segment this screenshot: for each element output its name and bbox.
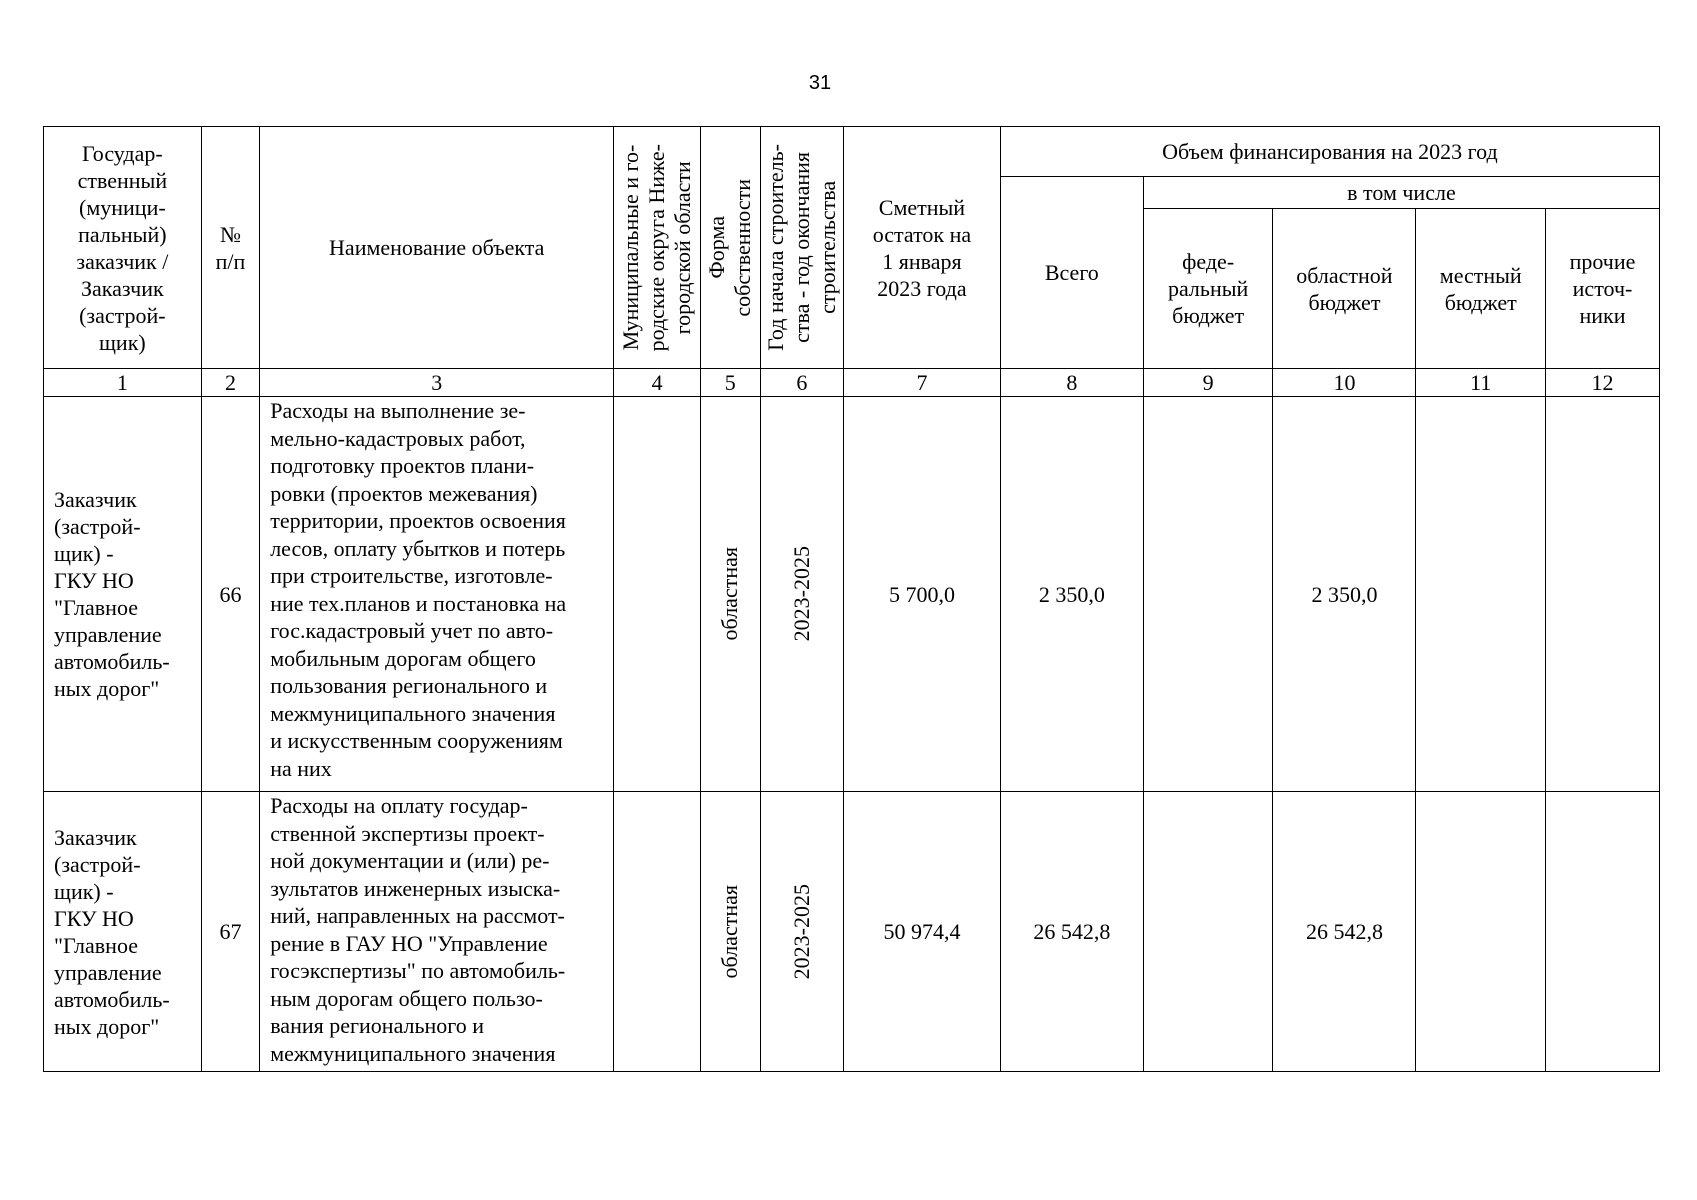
header-years: Год начала строитель- ства - год окончания строительства [762, 144, 840, 351]
row-ownership-cell [701, 792, 761, 1072]
column-number: 10 [1273, 369, 1416, 397]
row-regional: 2 350,0 [1273, 397, 1416, 792]
column-number: 7 [844, 369, 1001, 397]
header-object-name: Наименование объекта [260, 127, 614, 369]
row-municipality [614, 397, 701, 792]
row-object-name: Расходы на выполнение зе- мельно-кадастровых работ, подготовку проектов плани- ровки (проектов межевания) территории, проектов освоения лесов, оплату убытков и потерь при строительстве, изготовле- ние тех.планов и постановка на гос.кадастровый учет по авто- мобильным дорогам общего пользования регионального и межмуниципального значения и искусственным сооружениям на них [260, 397, 614, 792]
row-local [1416, 397, 1546, 792]
header-local: местный бюджет [1416, 209, 1546, 369]
row-total: 26 542,8 [1000, 792, 1143, 1072]
column-number: 1 [44, 369, 202, 397]
header-municipality: Муниципальные и го- родские округа Ниже- городской области [618, 143, 696, 352]
row-total: 2 350,0 [1000, 397, 1143, 792]
column-number: 5 [701, 369, 761, 397]
row-federal [1143, 397, 1273, 792]
column-number: 11 [1416, 369, 1546, 397]
header-municipality-cell [614, 127, 701, 369]
column-number: 4 [614, 369, 701, 397]
column-number: 6 [760, 369, 844, 397]
header-regional: областной бюджет [1273, 209, 1416, 369]
header-total: Всего [1000, 177, 1143, 369]
row-object-name: Расходы на оплату государ- ственной экспертизы проект- ной документации и (или) ре- зультатов инженерных изыска- ний, направленных на рассмот- рение в ГАУ НО "Управление госэкспертизы" по автомобиль- ным дорогам общего пользо- вания регионального и межмуниципального значения [260, 792, 614, 1072]
row-customer: Заказчик (застрой- щик) - ГКУ НО "Главное управление автомобиль- ных дорог" [44, 397, 202, 792]
header-row-1 [44, 127, 1660, 177]
row-years: 2023-2025 [788, 883, 814, 980]
row-years-cell [760, 397, 844, 792]
row-federal [1143, 792, 1273, 1072]
header-years-cell [760, 127, 844, 369]
row-local [1416, 792, 1546, 1072]
row-estimate-balance: 50 974,4 [844, 792, 1001, 1072]
page-number: 31 [808, 72, 832, 94]
header-other: прочие источ- ники [1546, 209, 1660, 369]
header-number: № п/п [201, 127, 259, 369]
row-number: 67 [201, 792, 259, 1072]
column-number: 9 [1143, 369, 1273, 397]
financing-table [43, 126, 1660, 1072]
row-municipality [614, 792, 701, 1072]
table-row [44, 792, 1660, 1072]
row-ownership-cell [701, 397, 761, 792]
column-number: 2 [201, 369, 259, 397]
row-years: 2023-2025 [788, 546, 814, 642]
row-customer: Заказчик (застрой- щик) - ГКУ НО "Главное управление автомобиль- ных дорог" [44, 792, 202, 1072]
header-including: в том числе [1143, 177, 1659, 209]
row-ownership: областная [717, 547, 743, 641]
row-regional: 26 542,8 [1273, 792, 1416, 1072]
column-numbers-row [44, 369, 1660, 397]
header-ownership-cell [701, 127, 761, 369]
header-funding-group: Объем финансирования на 2023 год [1000, 127, 1659, 177]
row-other [1546, 792, 1660, 1072]
row-estimate-balance: 5 700,0 [844, 397, 1001, 792]
header-ownership: Форма собственности [704, 178, 756, 317]
header-customer: Государ- ственный (муници- пальный) заказчик / Заказчик (застрой- щик) [44, 127, 202, 369]
header-estimate-balance: Сметный остаток на 1 января 2023 года [844, 127, 1001, 369]
column-number: 8 [1000, 369, 1143, 397]
row-ownership: областная [717, 884, 743, 979]
table-row [44, 397, 1660, 792]
row-other [1546, 397, 1660, 792]
row-years-cell [760, 792, 844, 1072]
header-federal: феде- ральный бюджет [1143, 209, 1273, 369]
column-number: 12 [1546, 369, 1660, 397]
row-number: 66 [201, 397, 259, 792]
column-number: 3 [260, 369, 614, 397]
